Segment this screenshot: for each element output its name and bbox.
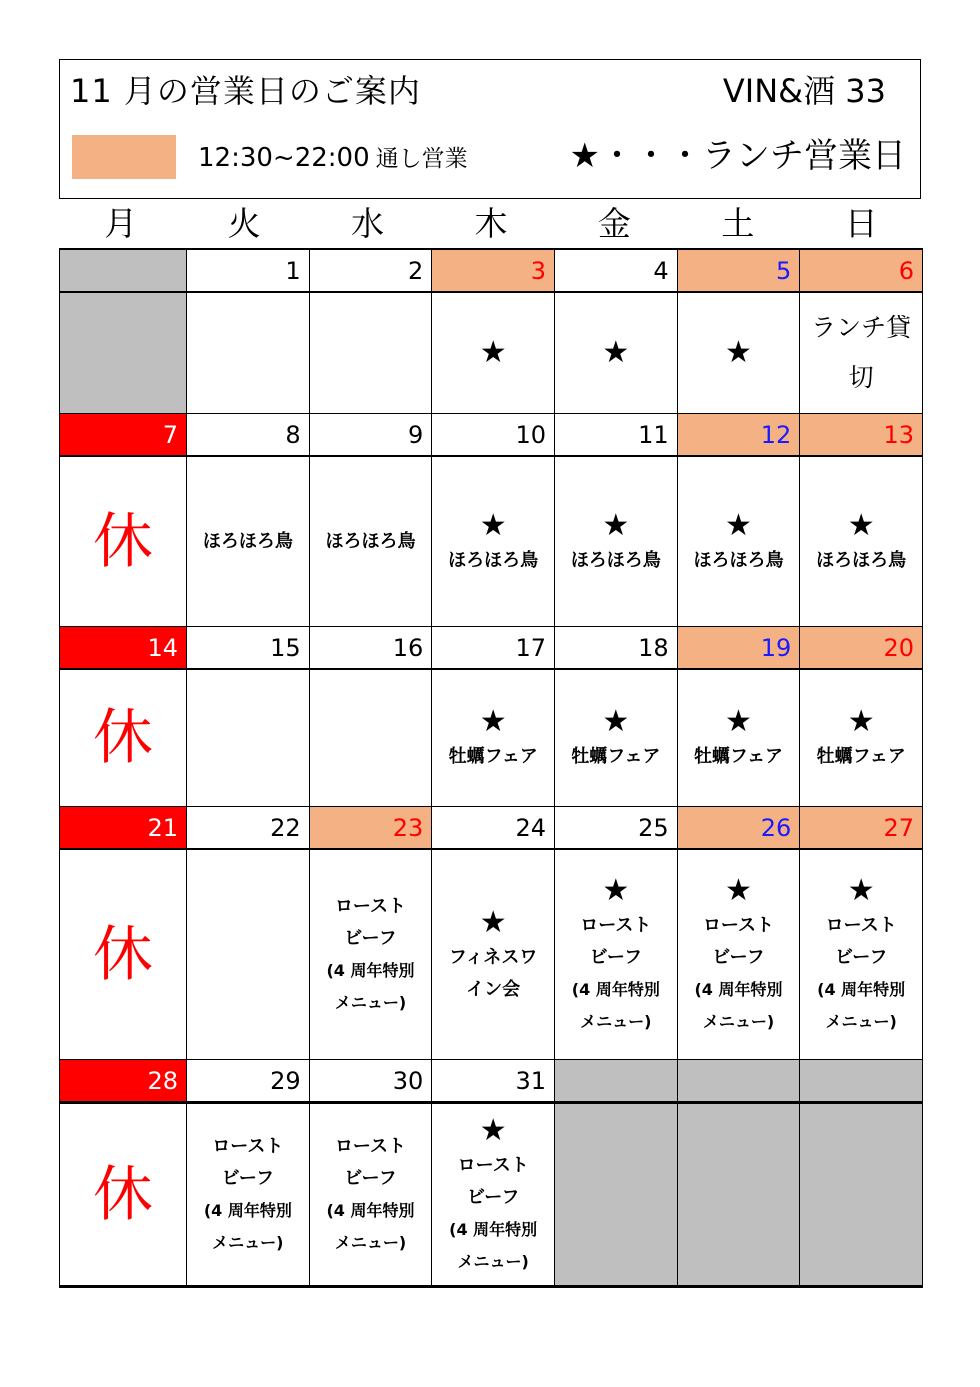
event-text: ビーフ [712, 946, 765, 968]
day-cell [678, 293, 801, 414]
event-text: ほろほろ鳥 [693, 549, 784, 571]
date-row [59, 1060, 923, 1102]
event-note: (4 周年特別 [203, 1200, 292, 1220]
event-note: メニュー) [702, 1011, 775, 1031]
day-cell [187, 850, 310, 1060]
lunch-star-icon: ★ [479, 507, 507, 543]
day-cell [678, 850, 801, 1060]
date-cell: 31 [432, 1060, 555, 1102]
event-text: ロースト [702, 914, 775, 936]
event-text: ランチ貸 [811, 313, 912, 342]
day-cell [432, 850, 555, 1060]
date-cell: 28 [59, 1060, 187, 1102]
day-cell [310, 293, 433, 414]
event-text: ビーフ [589, 946, 643, 968]
hours-note: 通し営業 [375, 146, 468, 172]
date-cell: 14 [59, 627, 187, 669]
event-text: ロースト [580, 914, 652, 936]
content-row [59, 292, 923, 414]
lunch-star-icon: ★ [725, 507, 752, 543]
event-text: ほろほろ鳥 [816, 549, 907, 571]
event-text: ほろほろ鳥 [448, 549, 539, 571]
day-cell [800, 670, 923, 807]
weekday-sun: 日 [844, 204, 878, 243]
weekday-header [59, 202, 923, 246]
content-row [59, 849, 923, 1060]
date-cell: 8 [187, 414, 310, 456]
event-note: (4 周年特別 [694, 979, 783, 999]
header-box [59, 59, 921, 199]
event-text: 牡蠣フェア [816, 746, 906, 767]
day-cell [310, 850, 433, 1060]
event-text: 切 [848, 363, 874, 392]
date-cell: 1 [187, 250, 310, 292]
date-cell: 9 [310, 414, 433, 456]
lunch-star-icon: ★ [479, 335, 507, 370]
day-cell [555, 457, 678, 627]
date-cell: 11 [555, 414, 678, 456]
date-cell: 23 [310, 807, 433, 849]
day-cell [59, 670, 187, 807]
day-cell [187, 293, 310, 414]
date-cell-empty [59, 250, 187, 292]
event-note: (4 周年特別 [326, 960, 415, 980]
day-cell [678, 670, 801, 807]
lunch-star-icon: ★ [602, 704, 630, 739]
day-cell [432, 457, 555, 627]
event-text: 牡蠣フェア [571, 746, 661, 767]
event-note: メニュー) [334, 992, 407, 1012]
date-row [59, 627, 923, 669]
date-cell: 6 [800, 250, 923, 292]
date-cell: 26 [678, 807, 801, 849]
date-cell: 19 [678, 627, 801, 669]
day-cell [800, 850, 923, 1060]
event-note: (4 周年特別 [449, 1219, 538, 1239]
event-note: (4 周年特別 [817, 979, 906, 999]
day-cell [187, 457, 310, 627]
event-text: ビーフ [466, 1186, 520, 1208]
date-cell: 2 [310, 250, 433, 292]
event-note: メニュー) [212, 1232, 284, 1252]
lunch-star-icon: ★ [602, 507, 630, 543]
closed-mark: 休 [93, 1159, 153, 1230]
date-row [59, 807, 923, 849]
event-text: ビーフ [344, 1167, 397, 1189]
event-note: メニュー) [457, 1251, 529, 1271]
event-note: (4 周年特別 [326, 1200, 415, 1220]
day-cell [432, 293, 555, 414]
content-row [59, 456, 923, 627]
closed-mark: 休 [93, 919, 153, 990]
date-cell: 15 [187, 627, 310, 669]
lunch-star-icon: ★ [725, 704, 752, 739]
date-cell: 13 [800, 414, 923, 456]
day-cell [800, 293, 923, 414]
date-cell: 16 [310, 627, 433, 669]
event-text: ビーフ [834, 946, 888, 968]
event-text: 牡蠣フェア [448, 746, 538, 767]
date-cell: 21 [59, 807, 187, 849]
date-row [59, 414, 923, 456]
event-note: メニュー) [580, 1011, 652, 1031]
day-cell [432, 670, 555, 807]
lunch-star-icon: ★ [602, 872, 630, 908]
lunch-star-icon: ★ [847, 872, 875, 908]
event-text: ほろほろ鳥 [570, 549, 661, 571]
day-cell-empty [59, 293, 187, 414]
date-cell: 3 [432, 250, 555, 292]
date-cell: 24 [432, 807, 555, 849]
event-text: ビーフ [344, 927, 397, 949]
event-text: ほろほろ鳥 [202, 530, 293, 552]
day-cell [555, 670, 678, 807]
date-cell: 29 [187, 1060, 310, 1102]
event-text: ほろほろ鳥 [325, 530, 416, 552]
lunch-star-icon: ★ [479, 904, 507, 940]
lunch-color-swatch [72, 135, 176, 179]
day-cell [310, 670, 433, 807]
event-text: ロースト [457, 1154, 529, 1176]
event-note: メニュー) [825, 1011, 897, 1031]
day-cell-empty [678, 1104, 801, 1286]
date-cell: 12 [678, 414, 801, 456]
event-text: フィネスワ [448, 946, 538, 968]
hours-text: 12:30~22:00 [198, 143, 370, 173]
day-cell [59, 850, 187, 1060]
date-cell: 22 [187, 807, 310, 849]
date-row [59, 250, 923, 292]
day-cell [187, 1104, 310, 1286]
event-text: ビーフ [221, 1167, 275, 1189]
date-cell: 4 [555, 250, 678, 292]
day-cell-empty [800, 1104, 923, 1286]
lunch-star-icon: ★ [847, 704, 875, 739]
date-cell: 25 [555, 807, 678, 849]
weekday-sat: 土 [721, 204, 755, 243]
event-note: (4 周年特別 [571, 979, 660, 999]
day-cell [678, 457, 801, 627]
business-hours [198, 140, 468, 173]
calendar-grid [59, 248, 923, 1288]
page-title: 11 月の営業日のご案内 [70, 72, 421, 110]
weekday-fri: 金 [597, 204, 631, 243]
date-cell-empty [555, 1060, 678, 1102]
content-row [59, 1102, 923, 1286]
day-cell [187, 670, 310, 807]
date-cell: 18 [555, 627, 678, 669]
date-cell: 5 [678, 250, 801, 292]
event-text: ロースト [334, 895, 407, 917]
event-text: ロースト [212, 1135, 284, 1157]
day-cell [432, 1104, 555, 1286]
date-cell: 30 [310, 1060, 433, 1102]
day-cell [555, 293, 678, 414]
day-cell [310, 1104, 433, 1286]
weekday-wed: 水 [351, 204, 385, 243]
event-text: イン会 [466, 978, 521, 1000]
day-cell [59, 457, 187, 627]
event-text: 牡蠣フェア [693, 746, 784, 767]
day-cell [59, 1104, 187, 1286]
day-cell [310, 457, 433, 627]
lunch-star-icon: ★ [725, 335, 752, 370]
date-cell-empty [678, 1060, 801, 1102]
closed-mark: 休 [93, 703, 153, 773]
lunch-star-icon: ★ [479, 1112, 507, 1148]
date-cell: 17 [432, 627, 555, 669]
weekday-thu: 木 [474, 204, 508, 243]
lunch-star-icon: ★ [847, 507, 875, 543]
date-cell-empty [800, 1060, 923, 1102]
lunch-star-icon: ★ [725, 872, 752, 908]
store-name: VIN&酒 33 [722, 72, 886, 110]
date-cell: 10 [432, 414, 555, 456]
day-cell-empty [555, 1104, 678, 1286]
date-cell: 20 [800, 627, 923, 669]
content-row [59, 669, 923, 807]
day-cell [555, 850, 678, 1060]
closed-mark: 休 [93, 506, 153, 577]
star-legend: ★・・・ランチ営業日 [569, 136, 906, 176]
event-note: メニュー) [334, 1232, 407, 1252]
date-cell: 7 [59, 414, 187, 456]
weekday-mon: 月 [104, 204, 138, 243]
weekday-tue: 火 [227, 204, 261, 243]
day-cell [800, 457, 923, 627]
date-cell: 27 [800, 807, 923, 849]
lunch-star-icon: ★ [479, 704, 507, 739]
event-text: ロースト [334, 1135, 407, 1157]
event-text: ロースト [825, 914, 897, 936]
lunch-star-icon: ★ [602, 335, 630, 370]
